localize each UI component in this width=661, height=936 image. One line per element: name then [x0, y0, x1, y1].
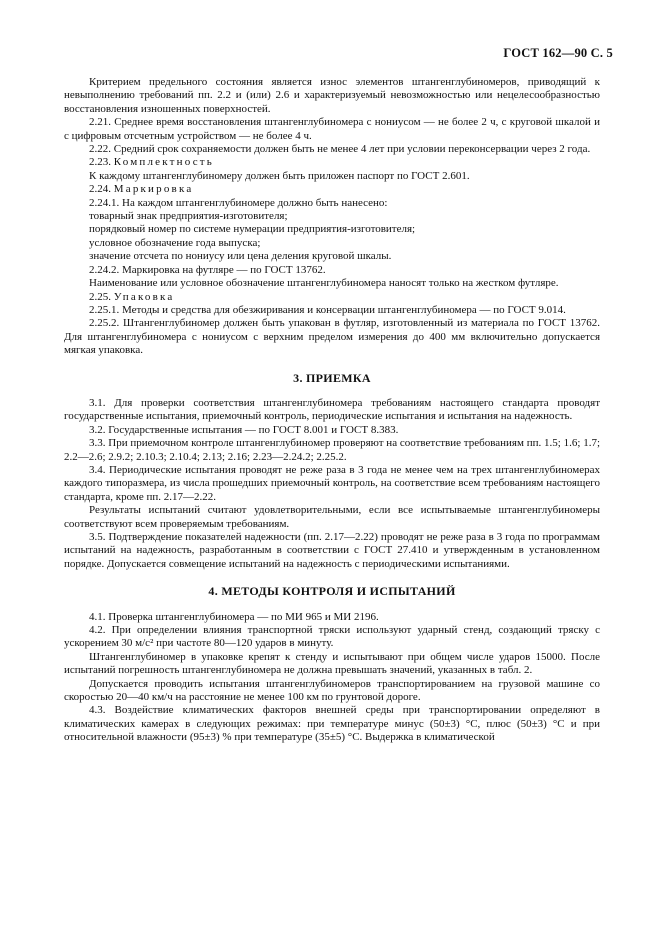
paragraph: 2.25.1. Методы и средства для обезжиривания и консервации штангенглубиномера — по ГОСТ 9.014.: [89, 303, 566, 316]
paragraph: Штангенглубиномер в упаковке крепят к стенду и испытывают при общем числе ударов 15000. После испытаний погрешность штангенглубиномера не должна превышать значений, указанных в табл. 2.: [64, 650, 600, 677]
paragraph: 2.24.1. На каждом штангенглубиномере должно быть нанесено:: [89, 196, 388, 209]
subsection-title: Комплектность: [113, 156, 215, 169]
subsection-title: Упаковка: [113, 290, 175, 303]
paragraph: К каждому штангенглубиномеру должен быть приложен паспорт по ГОСТ 2.601.: [89, 169, 470, 182]
subsection-title: Маркировка: [113, 183, 194, 196]
subsection-heading-packing: [64, 291, 600, 304]
paragraph: Критерием предельного состояния является износ элементов штангенглубиномеров, приводящий к невыполнению требований пп. 2.2 и (или) 2.6 и характеризуемый невозможностью или нецелесообразностью восстановления изношенных поверхностей.: [64, 76, 600, 115]
paragraph: 3.5. Подтверждение показателей надежности (пп. 2.17—2.22) проводят не реже раза в 3 года по программам испытаний на надежность, разработанным в соответствии с ГОСТ 27.410 и утвержденным в установленном порядке. Допускается совмещение испытаний на надежность с периодическими испытаниями.: [64, 531, 600, 570]
subsection-number: 2.23.: [89, 156, 111, 169]
list-item: товарный знак предприятия-изготовителя;: [89, 210, 288, 223]
subsection-number: 2.24.: [89, 183, 111, 196]
subsection-heading-completeness: [64, 156, 600, 169]
list-item: значение отсчета по нониусу или цена деления круговой шкалы.: [89, 250, 392, 263]
paragraph: Допускается проводить испытания штангенглубиномеров транспортированием на грузовой машине со скоростью 20—40 км/ч на расстояние не менее 100 км по грунтовой дороге.: [64, 677, 600, 704]
list-item: порядковый номер по системе нумерации предприятия-изготовителя;: [89, 223, 416, 236]
paragraph: 4.3. Воздействие климатических факторов внешней среды при транспортировании определяют в климатических камерах в следующих режимах: при температуре минус (50±3) °С, плюс (50±3) °С и при относительной влажности (95±3) % при температуре (35±5) °С. Выдержка в климатической: [64, 704, 600, 744]
paragraph: 2.21. Среднее время восстановления штангенглубиномера с нониусом — не более 2 ч, с круговой шкалой и с цифровым отсчетным устройством — не более 4 ч.: [64, 116, 600, 142]
paragraph: 2.25.2. Штангенглубиномер должен быть упакован в футляр, изготовленный из материала по ГОСТ 13762. Для штангенглубиномера с нониусом с верхним пределом измерения до 400 мм включительно допускается мягкая упаковка.: [64, 317, 600, 357]
page-header: ГОСТ 162—90 С. 5: [503, 46, 613, 60]
list-item: условное обозначение года выпуска;: [89, 236, 261, 249]
paragraph: 3.3. При приемочном контроле штангенглубиномер проверяют на соответствие требованиям пп. 1.5; 1.6; 1.7; 2.2—2.6; 2.9.2; 2.10.3; 2.10.4; 2.13; 2.16; 2.23—2.24.2; 2.25.2.: [64, 437, 600, 463]
paragraph: 3.4. Периодические испытания проводят не реже раза в 3 года не менее чем на трех штангенглубиномерах каждого типоразмера, из числа прошедших приемочный контроль, на соответствие всем требованиям настоящего стандарта, кроме пп. 2.17—2.22.: [64, 463, 600, 503]
paragraph: 2.22. Средний срок сохраняемости должен быть не менее 4 лет при условии переконсервации через 2 года.: [89, 143, 591, 156]
paragraph: 2.24.2. Маркировка на футляре — по ГОСТ 13762.: [89, 263, 326, 276]
document-body: [64, 76, 600, 745]
paragraph: Наименование или условное обозначение штангенглубиномера наносят только на жестком футляре.: [89, 277, 559, 290]
paragraph: 3.1. Для проверки соответствия штангенглубиномера требованиям настоящего стандарта проводят государственные испытания, приемочный контроль, периодические испытания и испытания на надежность.: [64, 396, 600, 423]
paragraph: 4.2. При определении влияния транспортной тряски используют ударный стенд, создающий тряску с ускорением 30 м/с² при частоте 80—120 ударов в минуту.: [64, 624, 600, 650]
subsection-number: 2.25.: [89, 290, 111, 303]
section-title-acceptance: 3. ПРИЕМКА: [293, 370, 371, 385]
subsection-heading-marking: [64, 183, 600, 196]
paragraph: Результаты испытаний считают удовлетворительными, если все испытываемые штангенглубиномеры соответствуют всем проверяемым требованиям.: [64, 504, 600, 530]
section-title-test-methods: 4. МЕТОДЫ КОНТРОЛЯ И ИСПЫТАНИЙ: [208, 584, 456, 599]
paragraph: 4.1. Проверка штангенглубиномера — по МИ 965 и МИ 2196.: [89, 610, 379, 623]
paragraph: 3.2. Государственные испытания — по ГОСТ 8.001 и ГОСТ 8.383.: [89, 423, 399, 436]
